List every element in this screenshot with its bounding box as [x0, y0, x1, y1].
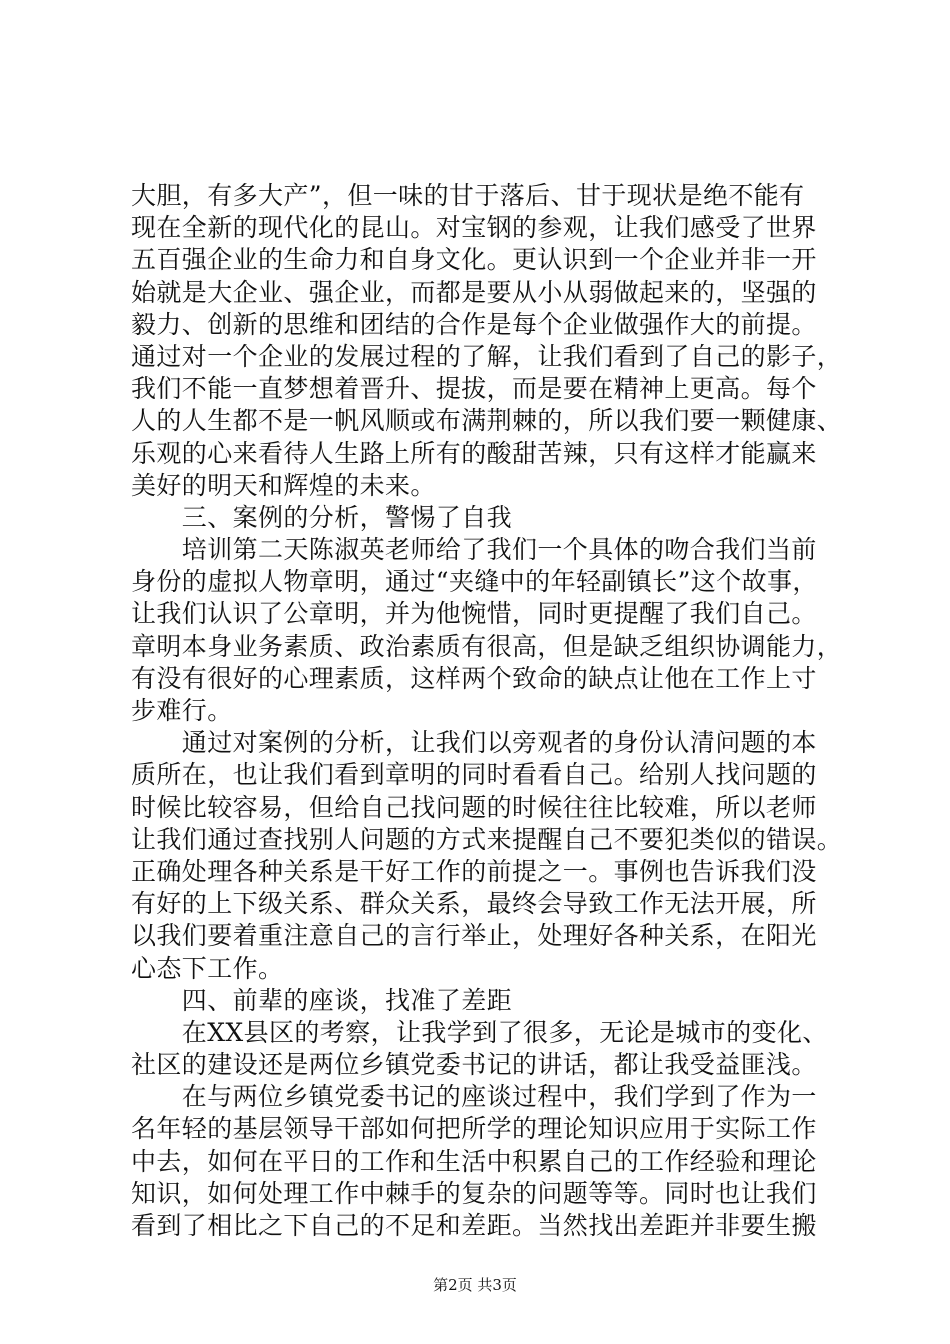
text-line: 章明本身业务素质、政治素质有很高，但是缺乏组织协调能力，	[131, 631, 843, 661]
text-line: 始就是大企业、强企业，而都是要从小从弱做起来的，坚强的	[131, 277, 817, 307]
text-line: 培训第二天陈淑英老师给了我们一个具体的吻合我们当前	[131, 535, 817, 565]
text-line: 时候比较容易，但给自己找问题的时候往往比较难，所以老师	[131, 792, 817, 822]
text-line: 我们不能一直梦想着晋升、提拔，而是要在精神上更高。每个	[131, 374, 817, 404]
text-line: 美好的明天和辉煌的未来。	[131, 470, 436, 500]
text-line: 中去，如何在平日的工作和生活中积累自己的工作经验和理论	[131, 1146, 817, 1176]
text-line: 乐观的心来看待人生路上所有的酸甜苦辣，只有这样才能赢来	[131, 438, 817, 468]
section-heading: 四、前辈的座谈，找准了差距	[131, 985, 513, 1015]
text-line: 让我们认识了公章明，并为他惋惜，同时更提醒了我们自己。	[131, 599, 817, 629]
text-line: 现在全新的现代化的昆山。对宝钢的参观，让我们感受了世界	[131, 213, 817, 243]
text-line: 让我们通过查找别人问题的方式来提醒自己不要犯类似的错误。	[131, 824, 843, 854]
text-line: 以我们要着重注意自己的言行举止，处理好各种关系，在阳光	[131, 921, 817, 951]
text-line: 心态下工作。	[131, 953, 284, 983]
text-line: 步难行。	[131, 696, 233, 725]
page-number: 第2页 共3页	[433, 1276, 517, 1294]
text-line: 正确处理各种关系是干好工作的前提之一。事例也告诉我们没	[131, 856, 817, 886]
text-line: 毅力、创新的思维和团结的合作是每个企业做强作大的前提。	[131, 309, 817, 339]
text-line: 知识，如何处理工作中棘手的复杂的问题等等。同时也让我们	[131, 1178, 817, 1208]
text-line: 社区的建设还是两位乡镇党委书记的讲话，都让我受益匪浅。	[131, 1050, 817, 1080]
section-heading: 三、案例的分析，警惕了自我	[131, 502, 513, 532]
text-line: 人的人生都不是一帆风顺或布满荆棘的，所以我们要一颗健康、	[131, 406, 843, 436]
text-line: 通过对一个企业的发展过程的了解，让我们看到了自己的影子，	[131, 341, 843, 371]
text-line: 质所在，也让我们看到章明的同时看看自己。给别人找问题的	[131, 760, 817, 790]
text-line: 有好的上下级关系、群众关系，最终会导致工作无法开展，所	[131, 889, 817, 919]
text-line: 五百强企业的生命力和自身文化。更认识到一个企业并非一开	[131, 245, 817, 275]
text-line: 在与两位乡镇党委书记的座谈过程中，我们学到了作为一	[131, 1082, 817, 1112]
text-line: 在XX县区的考察，让我学到了很多，无论是城市的变化、	[131, 1017, 828, 1047]
text-line: 通过对案例的分析，让我们以旁观者的身份认清问题的本	[131, 728, 817, 758]
text-line: 大胆，有多大产”，但一味的甘于落后、甘于现状是绝不能有	[131, 181, 805, 210]
text-line: 看到了相比之下自己的不足和差距。当然找出差距并非要生搬	[131, 1211, 817, 1240]
text-line: 名年轻的基层领导干部如何把所学的理论知识应用于实际工作	[131, 1114, 817, 1144]
text-line: 身份的虚拟人物章明，通过“夹缝中的年轻副镇长”这个故事，	[131, 567, 818, 597]
document-body	[131, 180, 843, 1242]
text-line: 有没有很好的心理素质，这样两个致命的缺点让他在工作上寸	[131, 663, 817, 693]
